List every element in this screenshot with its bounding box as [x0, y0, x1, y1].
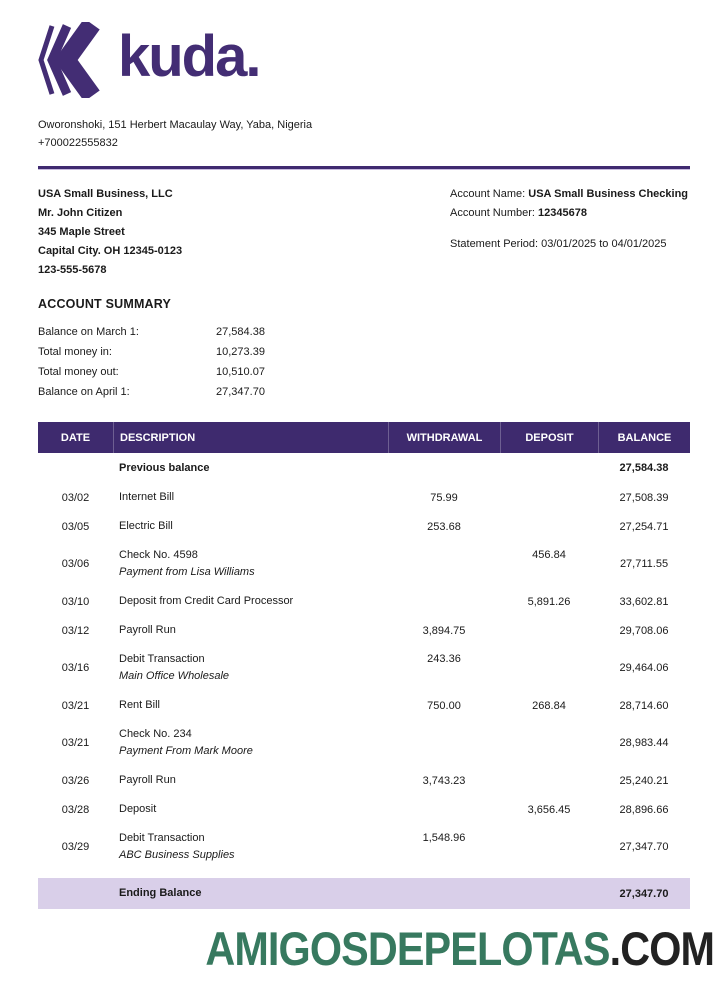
cell-date: 03/26 [61, 774, 90, 787]
table-row [38, 720, 690, 766]
description-main: Debit Transaction [119, 832, 205, 844]
cell-deposit [500, 720, 598, 728]
table-row [38, 691, 690, 720]
cell-date: 03/21 [61, 699, 90, 712]
cell-balance: 27,347.70 [619, 887, 669, 900]
table-row [38, 512, 690, 541]
cell-deposit [500, 483, 598, 512]
summary-label: Total money in: [38, 346, 112, 358]
kuda-k-icon [38, 22, 102, 98]
summary-label: Balance on March 1: [38, 326, 139, 338]
cell-balance: 27,347.70 [619, 841, 669, 853]
description-main: Check No. 4598 [119, 549, 198, 561]
cell-date: 03/29 [61, 841, 90, 853]
cell-balance: 27,584.38 [619, 462, 669, 474]
account-info-block [450, 185, 690, 280]
cell-date: 03/16 [61, 662, 90, 674]
cell-date: 03/02 [61, 491, 90, 504]
description-main: Check No. 234 [119, 728, 192, 740]
description-sub: Main Office Wholesale [119, 670, 230, 682]
table-row [38, 795, 690, 824]
cell-deposit [500, 512, 598, 541]
description-main: Electric Bill [119, 520, 173, 532]
cell-deposit: 268.84 [532, 699, 566, 712]
cell-deposit [500, 766, 598, 795]
cell-description [113, 512, 388, 541]
summary-row [38, 362, 690, 382]
cell-withdrawal: 750.00 [427, 699, 461, 712]
cell-date: 03/06 [61, 558, 90, 570]
statement-period-line [450, 235, 690, 254]
cell-deposit [500, 824, 598, 832]
table-row [38, 616, 690, 645]
cell-withdrawal: 253.68 [427, 520, 461, 533]
description-main: Deposit from Credit Card Processor [119, 595, 294, 607]
cell-description [113, 691, 388, 720]
bank-logo [38, 22, 690, 98]
transactions-body [38, 453, 690, 909]
cell-description [113, 795, 388, 824]
description-main: Previous balance [119, 461, 210, 474]
customer-name: USA Small Business, LLC [38, 188, 173, 200]
summary-value: 27,347.70 [216, 386, 265, 398]
cell-date [38, 453, 113, 483]
cell-withdrawal [388, 795, 500, 824]
cell-balance: 27,508.39 [619, 491, 669, 504]
table-row [38, 483, 690, 512]
cell-deposit: 5,891.26 [527, 595, 571, 608]
description-sub: ABC Business Supplies [119, 849, 235, 861]
summary-row [38, 342, 690, 362]
summary-row [38, 322, 690, 342]
account-summary-list [38, 322, 690, 402]
cell-deposit [500, 616, 598, 645]
header-divider [38, 166, 690, 169]
account-number-value: 12345678 [538, 207, 587, 219]
header-withdrawal: WITHDRAWAL [388, 422, 500, 453]
summary-value: 10,273.39 [216, 346, 265, 358]
watermark-main: AMIGOSDEPELOTAS [205, 922, 610, 975]
cell-withdrawal: 3,743.23 [422, 774, 466, 787]
cell-balance: 33,602.81 [619, 595, 669, 608]
cell-balance: 27,254.71 [619, 520, 669, 533]
table-row [38, 541, 690, 587]
customer-address-block [38, 185, 450, 280]
summary-value: 27,584.38 [216, 326, 265, 338]
cell-description [113, 616, 388, 645]
cell-date [38, 878, 113, 909]
cell-deposit: 3,656.45 [527, 803, 571, 816]
cell-withdrawal [388, 453, 500, 483]
cell-withdrawal: 3,894.75 [422, 624, 466, 637]
cell-balance: 25,240.21 [619, 774, 669, 787]
customer-street: 345 Maple Street [38, 226, 125, 238]
cell-withdrawal: 1,548.96 [422, 832, 466, 844]
cell-balance: 29,464.06 [619, 662, 669, 674]
description-main: Payroll Run [119, 624, 176, 636]
table-row [38, 878, 690, 909]
cell-description [113, 824, 388, 870]
account-number-line [450, 204, 690, 223]
summary-label: Total money out: [38, 366, 119, 378]
header-description: DESCRIPTION [113, 422, 388, 453]
cell-description [113, 483, 388, 512]
cell-balance: 29,708.06 [619, 624, 669, 637]
table-row [38, 587, 690, 616]
statement-period-value: 03/01/2025 to 04/01/2025 [541, 238, 667, 250]
table-row [38, 645, 690, 691]
cell-date: 03/28 [61, 803, 90, 816]
bank-address-block [38, 116, 690, 152]
cell-withdrawal [388, 587, 500, 616]
header-deposit: DEPOSIT [500, 422, 598, 453]
description-main: Internet Bill [119, 491, 175, 503]
cell-date: 03/12 [61, 624, 90, 637]
description-main: Deposit [119, 803, 157, 815]
customer-phone: 123-555-5678 [38, 264, 107, 276]
table-row [38, 453, 690, 483]
cell-balance: 27,711.55 [619, 558, 669, 570]
kuda-wordmark: kuda. [118, 24, 260, 89]
header-date: DATE [60, 431, 91, 444]
transactions-table [38, 422, 690, 909]
account-number-label: Account Number: [450, 207, 535, 219]
account-name-label: Account Name: [450, 188, 526, 200]
cell-description [113, 645, 388, 691]
description-main: Debit Transaction [119, 653, 205, 665]
summary-row [38, 382, 690, 402]
cell-date: 03/21 [61, 737, 90, 749]
cell-balance: 28,714.60 [619, 699, 669, 712]
account-name-line [450, 185, 690, 204]
cell-deposit [500, 453, 598, 483]
cell-withdrawal [388, 878, 500, 909]
transactions-header-row [38, 422, 690, 453]
cell-withdrawal: 75.99 [430, 491, 458, 504]
bank-phone: +700022555832 [38, 137, 118, 149]
cell-description [113, 766, 388, 795]
cell-balance: 28,983.44 [619, 737, 669, 749]
customer-city: Capital City. OH 12345-0123 [38, 245, 183, 257]
summary-label: Balance on April 1: [38, 386, 130, 398]
description-main: Payroll Run [119, 774, 176, 786]
account-name-value: USA Small Business Checking [528, 188, 689, 200]
cell-date: 03/05 [61, 520, 90, 533]
cell-withdrawal [388, 720, 500, 728]
site-watermark [205, 921, 714, 976]
cell-withdrawal: 243.36 [427, 653, 461, 665]
cell-description [113, 541, 388, 587]
cell-description [113, 587, 388, 616]
cell-deposit: 456.84 [532, 549, 566, 561]
account-summary-title: ACCOUNT SUMMARY [38, 297, 172, 311]
statement-period-label: Statement Period: [450, 238, 539, 250]
summary-value: 10,510.07 [216, 366, 265, 378]
table-row [38, 766, 690, 795]
description-main: Rent Bill [119, 699, 160, 711]
watermark-suffix: .COM [609, 922, 714, 975]
table-row [38, 824, 690, 870]
header-balance: BALANCE [598, 422, 690, 453]
description-main: Ending Balance [119, 887, 202, 899]
cell-deposit [500, 645, 598, 653]
cell-deposit [500, 878, 598, 909]
cell-description [113, 878, 388, 909]
description-sub: Payment from Lisa Williams [119, 566, 255, 578]
description-sub: Payment From Mark Moore [119, 745, 253, 757]
cell-balance: 28,896.66 [619, 803, 669, 816]
cell-withdrawal [388, 541, 500, 549]
cell-date: 03/10 [61, 595, 90, 608]
bank-address-line: Oworonshoki, 151 Herbert Macaulay Way, Yaba, Nigeria [38, 119, 313, 131]
cell-description [113, 453, 388, 483]
cell-description [113, 720, 388, 766]
customer-contact: Mr. John Citizen [38, 207, 123, 219]
